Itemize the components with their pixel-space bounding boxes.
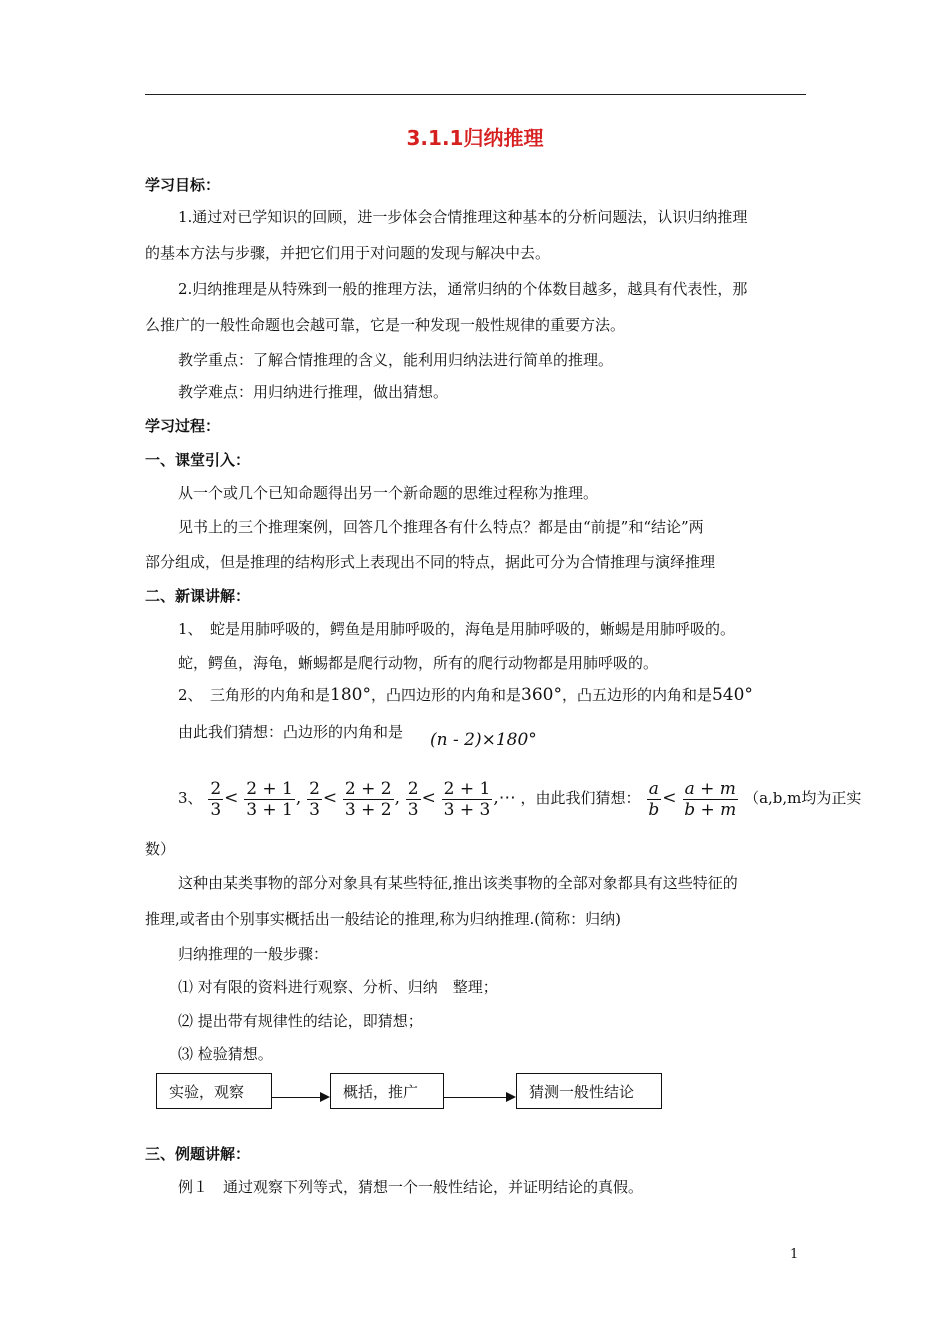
key-point: 教学重点：了解合情推理的含义，能利用归纳法进行简单的推理。 (178, 351, 614, 369)
example-2-formula: (n - 2)×180° (430, 730, 537, 750)
flow-box-generalize: 概括，推广 (330, 1073, 444, 1109)
definition-line-1: 这种由某类事物的部分对象具有某些特征,推出该类事物的全部对象都具有这些特征的 (178, 874, 738, 892)
fraction-2: $\frac{2 + 1}{3 + 1}$ (246, 778, 293, 820)
example-1-prompt: 例１ 通过观察下列等式，猜想一个一般性结论，并证明结论的真假。 (178, 1178, 644, 1196)
goal-2-line-2: 么推广的一般性命题也会越可靠，它是一种发现一般性规律的重要方法。 (145, 316, 626, 334)
example-3-line: 3、 $\frac{2}{3}$ < $\frac{2 + 1}{3 + 1}$ , $\frac{2}{3}$ < $\frac{2 + 2}{3 + 2}$ , $\frac{2}{3}$ < $\frac{2 + 1}{3 + 3}$ ,⋯ ，由此我们猜想： $\frac{a}{b}$ < $\frac{a + m}{b + m}$ （a,b,m均为正实 (178, 778, 862, 820)
flow-arrow-1 (272, 1097, 328, 1098)
fraction-3: $\frac{2}{3}$ (309, 778, 320, 820)
example-3-condition: （a,b,m均为正实 (744, 789, 862, 807)
general-fraction-2: $\frac{a + m}{b + m}$ (684, 778, 737, 820)
section-1-paragraph-1: 从一个或几个已知命题得出另一个新命题的思维过程称为推理。 (178, 484, 599, 502)
general-fraction-1: $\frac{a}{b}$ (648, 778, 660, 820)
difficulty: 教学难点：用归纳进行推理，做出猜想。 (178, 383, 449, 401)
page-number: 1 (790, 1247, 799, 1262)
step-3: ⑶ 检验猜想。 (178, 1045, 273, 1063)
example-2-conjecture-text: 由此我们猜想：凸边形的内角和是 (178, 723, 404, 741)
fraction-4: $\frac{2 + 2}{3 + 2}$ (344, 778, 392, 820)
header-rule (145, 94, 806, 95)
step-2: ⑵ 提出带有规律性的结论，即猜想； (178, 1012, 423, 1030)
example-2-line-2 (178, 721, 403, 743)
example-3-condition-tail: 数） (145, 840, 176, 858)
fraction-6: $\frac{2 + 1}{3 + 3}$ (443, 778, 491, 820)
section-1-paragraph-2-line-1: 见书上的三个推理案例，回答几个推理各有什么特点？都是由“前提”和“结论”两 (178, 518, 704, 536)
example-1-line-2: 蛇，鳄鱼，海龟，蜥蜴都是爬行动物，所有的爬行动物都是用肺呼吸的。 (178, 654, 659, 672)
flow-box-conjecture: 猜测一般性结论 (516, 1073, 662, 1109)
angle-sum-pentagon: 540° (711, 685, 753, 705)
section-1-paragraph-2-line-2: 部分组成，但是推理的结构形式上表现出不同的特点，据此可分为合情推理与演绎推理 (145, 553, 716, 571)
fraction-5: $\frac{2}{3}$ (407, 778, 419, 820)
example-2-mid-1: ，凸四边形的内角和是 (371, 686, 522, 704)
goals-heading: 学习目标： (145, 176, 221, 194)
definition-line-2: 推理,或者由个别事实概括出一般结论的推理,称为归纳推理.(简称：归纳) (145, 910, 622, 928)
fraction-1: $\frac{2}{3}$ (210, 778, 222, 820)
angle-sum-quadrilateral: 360° (521, 685, 562, 705)
section-1-heading: 一、课堂引入： (145, 451, 251, 469)
section-3-heading: 三、例题讲解： (145, 1145, 251, 1163)
steps-heading: 归纳推理的一般步骤： (178, 945, 329, 963)
example-2-prefix: 2、 三角形的内角和是 (178, 686, 331, 704)
goal-2-line-1: 2.归纳推理是从特殊到一般的推理方法，通常归纳的个体数目越多，越具有代表性，那 (178, 280, 748, 298)
flow-box-observe: 实验，观察 (156, 1073, 272, 1109)
example-3-mid: ，由此我们猜想： (520, 789, 641, 807)
example-2-mid-2: ，凸五边形的内角和是 (561, 686, 712, 704)
goal-1-line-2: 的基本方法与步骤，并把它们用于对问题的发现与解决中去。 (145, 244, 551, 262)
section-2-heading: 二、新课讲解： (145, 587, 251, 605)
example-1-line-1: 1、 蛇是用肺呼吸的，鳄鱼是用肺呼吸的，海龟是用肺呼吸的，蜥蜴是用肺呼吸的。 (178, 620, 736, 638)
step-1: ⑴ 对有限的资料进行观察、分析、归纳 整理； (178, 978, 498, 996)
angle-sum-triangle: 180° (330, 685, 371, 705)
example-2-line-1 (178, 684, 753, 706)
page-title: 3.1.1归纳推理 (406, 126, 544, 150)
process-heading: 学习过程： (145, 417, 221, 435)
example-3-prefix: 3、 (178, 789, 203, 807)
goal-1-line-1: 1.通过对已学知识的回顾，进一步体会合情推理这种基本的分析问题法，认识归纳推理 (178, 208, 748, 226)
flow-arrow-2 (444, 1097, 514, 1098)
